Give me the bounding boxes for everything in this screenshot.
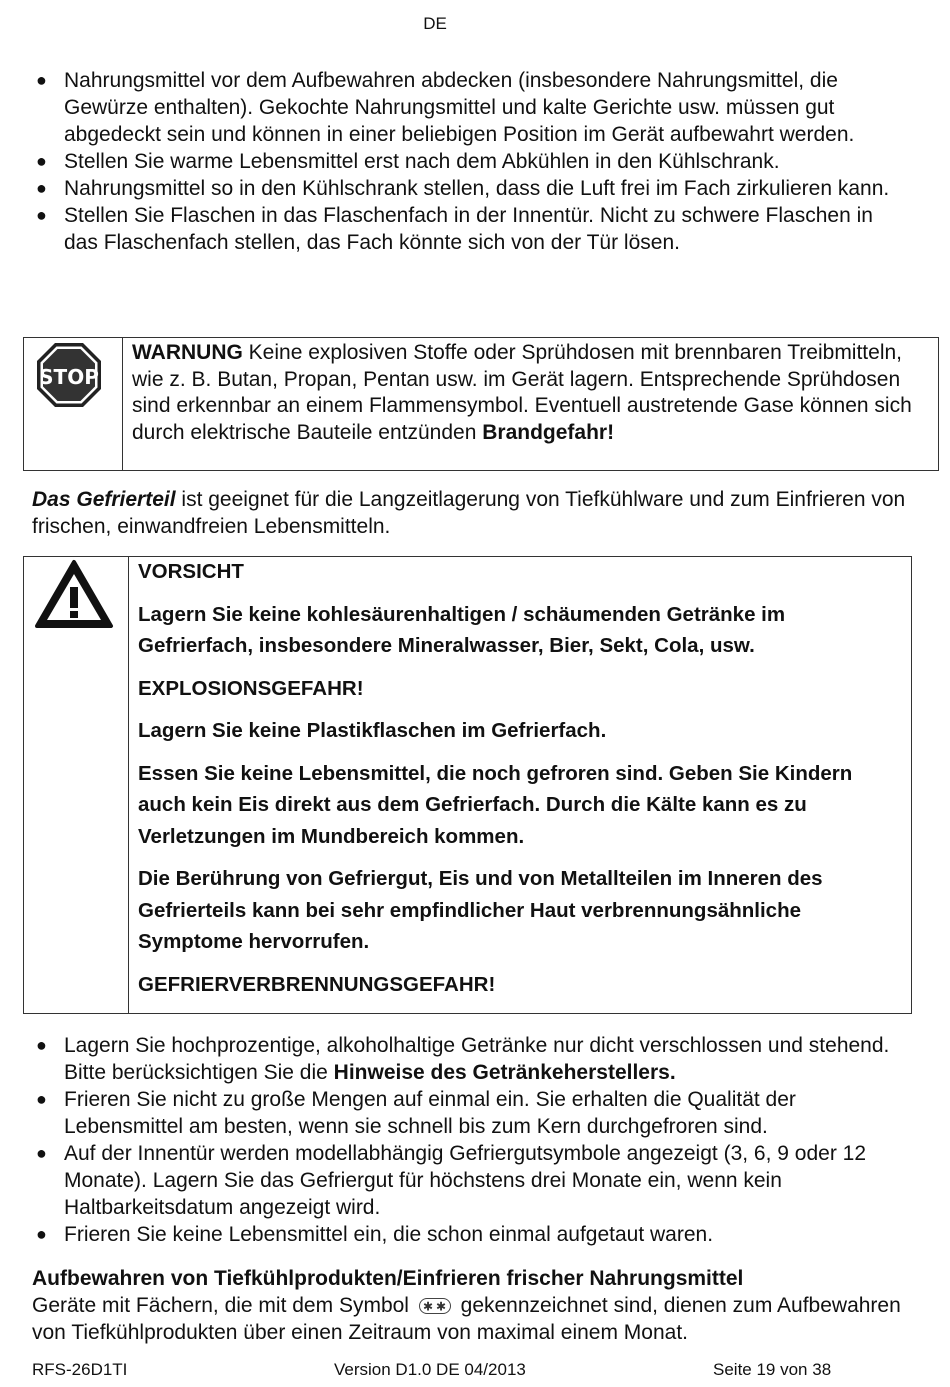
list-item: ● Lagern Sie hochprozentige, alkoholhaltige Getränke nur dicht verschlossen und stehend. Bitte berücksichtigen Sie die Hinweise des Getränkeherstellers. [36,1034,890,1084]
caution-title: VORSICHT [138,560,244,583]
svg-text:✱: ✱ [435,1299,446,1314]
bullet-icon: ● [36,1089,47,1109]
footer-model: RFS-26D1TI [32,1360,128,1379]
list-item: ● Stellen Sie Flaschen in das Flaschenfach in der Innentür. Nicht zu schwere Flaschen in das Flaschenfach stellen, das Fach könnte sich von der Tür lösen. [36,204,873,254]
list-item: ● Frieren Sie keine Lebensmittel ein, die schon einmal aufgetaut waren. [36,1223,714,1246]
bullet-icon: ● [36,178,47,198]
list-item: ● Frieren Sie nicht zu große Mengen auf einmal ein. Sie erhalten die Qualität der Lebensmittel am besten, wenn sie schnell bis zum Kern durchgefroren sind. [36,1088,796,1138]
caution-line: Lagern Sie keine kohlesäurenhaltigen / schäumenden Getränke im Gefrierfach, insbesondere Mineralwasser, Bier, Sekt, Cola, usw. [138,602,786,657]
freezer-paragraph: Das Gefrierteil ist geeignet für die Langzeitlagerung von Tiefkühlware und zum Einfrieren von frischen, einwandfreien Lebensmitteln. [32,488,906,538]
caution-line: GEFRIERVERBRENNUNGSGEFAHR! [138,972,496,996]
caution-icon-cell [24,557,129,1013]
freezing-tips-list [32,1032,912,1248]
caution-box [23,556,912,1014]
bullet-icon: ● [36,1224,47,1244]
bullet-icon: ● [36,1143,47,1163]
stop-sign-icon [36,342,102,408]
list-item: ● Stellen Sie warme Lebensmittel erst nach dem Abkühlen in den Kühlschrank. [36,150,780,173]
section-heading: Aufbewahren von Tiefkühlprodukten/Einfrieren frischer Nahrungsmittel [32,1267,744,1290]
freezer-lead: Das Gefrierteil [32,488,176,511]
warning-box [23,337,939,471]
list-item: ● Auf der Innentür werden modellabhängig Gefriergutsymbole angezeigt (3, 6, 9 oder 12 Monate). Lagern Sie das Gefriergut für höchstens drei Monate ein, wenn kein Haltbarkeitsdatum angezeigt wird. [36,1142,866,1219]
storage-tips-list [32,67,912,256]
list-item: ● Nahrungsmittel so in den Kühlschrank stellen, dass die Luft frei im Fach zirkulieren kann. [36,177,890,200]
caution-line: Die Berührung von Gefriergut, Eis und von Metallteilen im Inneren des Gefrierteils kann bei sehr empfindlicher Haut verbrennungsähnliche Symptome hervorrufen. [138,867,823,953]
list-item: ● Nahrungsmittel vor dem Aufbewahren abdecken (insbesondere Nahrungsmittel, die Gewürze enthalten). Gekochte Nahrungsmittel und kalte Gerichte usw. müssen gut abgedeckt sein und können in einer beliebigen Position im Gerät aufbewahrt werden. [36,69,855,146]
caution-line: EXPLOSIONSGEFAHR! [138,676,364,700]
svg-text:✱: ✱ [422,1299,433,1314]
caution-text [138,557,891,1000]
svg-text:STOP: STOP [39,365,99,389]
two-star-freezer-icon [419,1298,451,1314]
footer-version: Version D1.0 DE 04/2013 [334,1360,526,1379]
frozen-storage-section: Aufbewahren von Tiefkühlprodukten/Einfrieren frischer Nahrungsmittel Geräte mit Fächern, die mit dem Symbol ✱ ✱ gekennzeichnet sind, dienen zum Aufbewahren von Tiefkühlprodukten über einen Zeitraum von maximal einem Monat. [32,1267,901,1344]
caution-line: Essen Sie keine Lebensmittel, die noch gefroren sind. Geben Sie Kindern auch kein Eis direkt aus dem Gefrierfach. Durch die Kälte kann es zu Verletzungen im Mundbereich kommen. [138,761,853,848]
bullet-icon: ● [36,205,47,225]
caution-line: Lagern Sie keine Plastikflaschen im Gefrierfach. [138,719,607,742]
warning-triangle-icon [34,559,114,629]
warning-icon-cell [24,338,123,470]
warning-label: WARNUNG [132,341,243,364]
warning-text: WARNUNG Keine explosiven Stoffe oder Sprühdosen mit brennbaren Treibmitteln, wie z. B. Butan, Propan, Pentan usw. im Gerät lagern. Entsprechende Sprühdosen sind erkennbar an einem Flammensymbol. Eventuell austretende Gase können sich durch elektrische Bauteile entzünden Brandgefahr! [132,341,912,444]
language-code: DE [423,14,447,33]
bullet-icon: ● [36,70,47,90]
danger-label: Brandgefahr! [482,420,615,444]
footer-page-number: Seite 19 von 38 [713,1360,832,1379]
bullet-icon: ● [36,151,47,171]
bullet-icon: ● [36,1035,47,1055]
